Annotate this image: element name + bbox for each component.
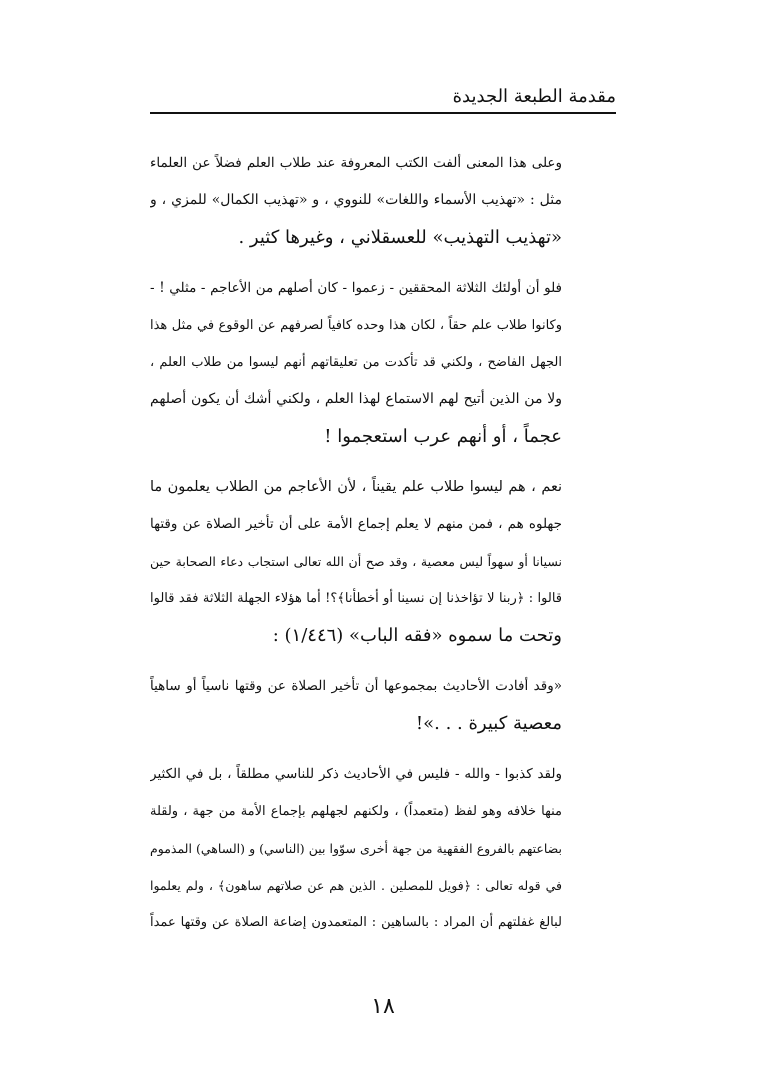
paragraph-4-quote xyxy=(150,668,562,742)
header-rule xyxy=(150,112,616,114)
text-line: الجهل الفاضح ، ولكني قد تأكدت من تعليقاتهم أنهم ليسوا من طلاب العلم ، xyxy=(150,355,562,370)
header-title: مقدمة الطبعة الجديدة xyxy=(452,86,616,107)
text-line: «تهذيب التهذيب» للعسقلاني ، وغيرها كثير . xyxy=(238,227,562,248)
paragraph-2 xyxy=(150,270,562,455)
text-line: جهلوه هم ، فمن منهم لا يعلم إجماع الأمة على أن تأخير الصلاة عن وقتها xyxy=(150,516,562,532)
text-line: ولقد كذبوا - والله - فليس في الأحاديث ذكر للناسي مطلقاً ، بل في الكثير xyxy=(150,766,562,782)
paragraph-3 xyxy=(150,469,562,654)
paragraph-1 xyxy=(150,145,562,256)
page-number: ١٨ xyxy=(371,994,395,1019)
text-line: بضاعتهم بالفروع الفقهية من جهة أخرى سوّوا بين (الناسي) و (الساهي) المذموم xyxy=(150,841,562,856)
text-line: وعلى هذا المعنى ألفت الكتب المعروفة عند طلاب العلم فضلاً عن العلماء xyxy=(150,155,562,171)
text-line: معصية كبيرة . . .»! xyxy=(415,713,562,734)
text-line: عجماً ، أو أنهم عرب استعجموا ! xyxy=(324,426,562,447)
running-header xyxy=(0,82,766,116)
text-line: في قوله تعالى : ﴿فويل للمصلين . الذين هم عن صلاتهم ساهون﴾ ، ولم يعلموا xyxy=(150,878,562,893)
text-line: «وقد أفادت الأحاديث بمجموعها أن تأخير الصلاة عن وقتها ناسياً أو ساهياً xyxy=(150,678,562,694)
text-line: وتحت ما سموه «فقه الباب» (١/٤٤٦) : xyxy=(272,625,562,646)
text-line: وكانوا طلاب علم حقاً ، لكان هذا وحده كافياً لصرفهم عن الوقوع في مثل هذا xyxy=(150,318,562,333)
text-line: نسيانا أو سهواً ليس معصية ، وقد صح أن الله تعالى استجاب دعاء الصحابة حين xyxy=(150,554,562,569)
text-line: لبالغ غفلتهم أن المراد : بالساهين : المتعمدون إضاعة الصلاة عن وقتها عمداً xyxy=(150,915,562,930)
text-line: منها خلافه وهو لفظ (متعمداً) ، ولكنهم لجهلهم بإجماع الأمة من جهة ، ولقلة xyxy=(150,804,562,819)
text-line: فلو أن أولئك الثلاثة المحققين - زعموا - كان أصلهم من الأعاجم - مثلي ! - xyxy=(150,280,562,296)
page-body xyxy=(150,145,562,941)
text-line: ولا من الذين أتيح لهم الاستماع لهذا العلم ، ولكني أشك أن يكون أصلهم xyxy=(150,391,562,407)
text-line: نعم ، هم ليسوا طلاب علم يقيناً ، لأن الأعاجم من الطلاب يعلمون ما xyxy=(150,479,562,495)
text-line: مثل : «تهذيب الأسماء واللغات» للنووي ، و «تهذيب الكمال» للمزي ، و xyxy=(150,192,562,208)
paragraph-5 xyxy=(150,756,562,941)
text-line: قالوا : ﴿ربنا لا تؤاخذنا إن نسينا أو أخطأنا﴾؟! أما هؤلاء الجهلة الثلاثة فقد قالوا xyxy=(150,591,562,606)
